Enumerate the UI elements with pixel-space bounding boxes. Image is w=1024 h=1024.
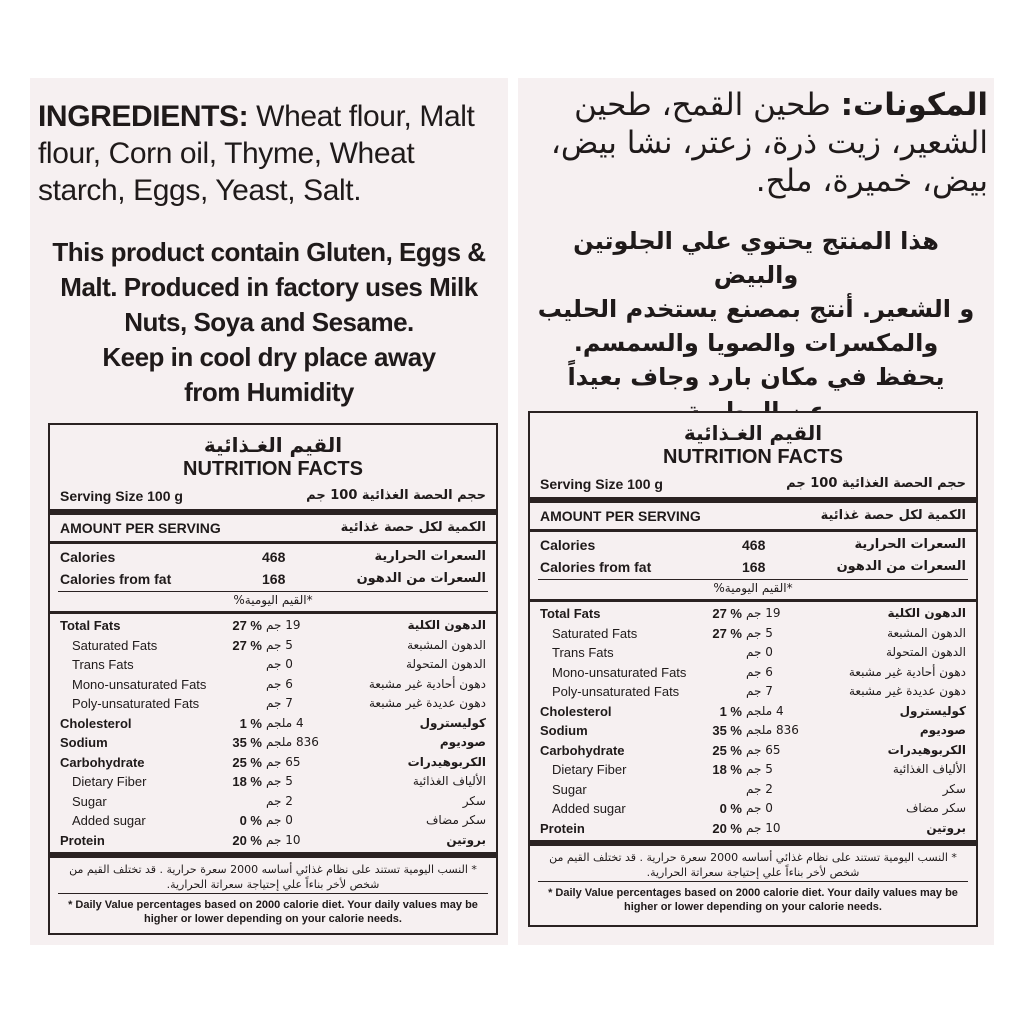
nutrient-row [530,780,976,800]
nutrient-name-en: Carbohydrate [540,742,625,758]
nutrient-name-ar: صوديوم [919,723,966,737]
nutrient-row [530,682,976,702]
nutrient-row [50,616,496,636]
nutrient-name-en: Mono-unsaturated Fats [552,664,687,680]
nutrient-name-ar: دهون أحادية غير مشبعة [368,676,486,691]
amount-per-serving-row [530,505,976,527]
amount-en: AMOUNT PER SERVING [60,520,221,536]
nutrient-name-ar: دهون أحادية غير مشبعة [848,664,966,679]
nutrient-amount: 2 جم [746,781,773,796]
nutrient-daily-percent: 18 % [712,762,742,777]
fat-calories-ar: السعرات من الدهون [836,559,966,574]
nutrient-amount: 10 جم [266,832,301,847]
nutrient-rows [50,616,496,850]
nutrient-name-en: Dietary Fiber [72,774,147,789]
calories-ar: السعرات الحرارية [374,549,486,564]
right-label-panel [518,78,994,945]
allergy-line: Nuts, Soya and Sesame. [124,307,414,337]
calories-from-fat-row [50,568,496,590]
fat-calories-value: 168 [262,571,286,587]
nutrition-title-en: NUTRITION FACTS [663,446,843,468]
nutrient-amount: 5 جم [266,774,293,788]
nutrient-row [530,721,976,741]
nutrition-title-en: NUTRITION FACTS [183,458,363,480]
serving-size-ar: حجم الحصة الغذائية 100 جم [786,476,966,491]
nutrient-amount: 2 جم [266,793,293,808]
nutrient-name-ar: سكر [462,793,486,808]
allergy-line: هذا المنتج يحتوي علي الجلوتين والبيض [573,227,939,289]
nutrient-name-en: Saturated Fats [552,625,638,641]
allergy-line: This product contain Gluten, Eggs & [52,237,486,267]
allergy-line: و الشعير. أنتج بمصنع يستخدم الحليب [537,295,975,323]
footnote-en: * Daily Value percentages based on 2000 calorie diet. Your daily values may be higher or lower depending on your calorie needs. [548,887,958,913]
fat-calories-en: Calories from fat [540,559,652,575]
nutrient-amount: 836 ملجم [266,735,319,749]
divider [50,611,496,614]
nutrition-facts-table-left [48,423,498,935]
daily-value-header: *القيم اليومية% [233,593,313,607]
fat-calories-value: 168 [742,559,766,575]
calories-value: 468 [742,537,766,553]
fat-calories-en: Calories from fat [60,571,172,587]
nutrient-amount: 19 جم [746,606,781,620]
nutrient-row [530,643,976,663]
nutrient-amount: 5 جم [266,637,293,652]
nutrient-name-ar: كوليسترول [899,703,966,718]
nutrient-amount: 0 جم [266,813,293,827]
nutrient-row [50,792,496,812]
nutrient-daily-percent: 27 % [712,606,742,621]
nutrient-name-ar: بروتين [926,820,966,835]
nutrient-daily-percent: 20 % [232,832,262,848]
amount-ar: الكمية لكل حصة غذائية [820,508,966,523]
nutrient-daily-percent: 0 % [239,813,262,828]
nutrient-name-en: Protein [60,832,105,848]
nutrient-daily-percent: 35 % [232,735,262,750]
calories-en: Calories [60,549,116,565]
allergy-notice-ar [528,224,984,428]
nutrient-amount: 4 ملجم [266,715,304,730]
divider [50,509,496,515]
calories-row [530,534,976,556]
nutrient-name-ar: الدهون الكلية [887,606,966,620]
nutrient-daily-percent: 0 % [719,801,742,816]
nutrition-facts-table-right [528,411,978,927]
nutrient-amount: 19 جم [266,618,301,632]
nutrient-amount: 7 جم [746,684,773,698]
nutrient-name-ar: الألياف الغذائية [412,774,486,788]
divider [538,881,968,882]
nutrient-name-ar: الدهون المشبعة [887,625,966,640]
nutrient-rows [530,604,976,838]
nutrient-row [50,694,496,714]
allergy-line: from Humidity [184,377,354,407]
serving-size-en: Serving Size 100 g [60,488,183,504]
fat-calories-ar: السعرات من الدهون [356,571,486,586]
nutrient-amount: 0 جم [266,657,293,671]
nutrient-daily-percent: 1 % [719,703,742,719]
calories-value: 468 [262,549,286,565]
divider [530,599,976,602]
nutrient-name-ar: الدهون المتحولة [885,645,966,659]
allergy-line: Malt. Produced in factory uses Milk [60,272,478,302]
nutrient-row [530,663,976,683]
nutrient-name-en: Total Fats [60,618,121,633]
nutrient-row [530,760,976,780]
allergy-line: Keep in cool dry place away [102,342,436,372]
nutrient-row [50,636,496,656]
nutrient-name-en: Added sugar [72,813,146,828]
nutrient-daily-percent: 35 % [712,723,742,738]
divider [530,529,976,532]
left-label-panel [30,78,508,945]
nutrient-amount: 4 ملجم [746,703,784,718]
nutrient-name-en: Dietary Fiber [552,762,627,777]
calories-row [50,546,496,568]
calories-from-fat-row [530,556,976,578]
nutrient-amount: 65 جم [746,742,781,757]
nutrient-name-ar: دهون عديدة غير مشبعة [848,684,966,698]
divider [50,852,496,858]
nutrient-name-en: Carbohydrate [60,754,145,770]
nutrient-amount: 7 جم [266,696,293,710]
nutrient-name-ar: الدهون المشبعة [407,637,486,652]
nutrient-name-en: Total Fats [540,606,601,621]
nutrient-daily-percent: 27 % [232,637,262,653]
nutrient-name-en: Poly-unsaturated Fats [552,684,680,699]
divider [58,591,488,592]
calories-en: Calories [540,537,596,553]
nutrient-row [530,799,976,819]
nutrient-name-en: Cholesterol [540,703,612,719]
nutrient-name-ar: سكر [942,781,966,796]
serving-size-en: Serving Size 100 g [540,476,663,492]
nutrient-name-en: Mono-unsaturated Fats [72,676,207,692]
nutrient-daily-percent: 25 % [712,742,742,758]
amount-en: AMOUNT PER SERVING [540,508,701,524]
nutrient-name-en: Sodium [540,723,588,738]
nutrient-row [50,772,496,792]
nutrient-amount: 0 جم [746,801,773,815]
nutrient-name-ar: الكربوهيدرات [407,754,486,769]
nutrient-amount: 6 جم [266,676,293,691]
nutrient-name-en: Poly-unsaturated Fats [72,696,200,711]
nutrient-amount: 65 جم [266,754,301,769]
nutrient-daily-percent: 25 % [232,754,262,770]
nutrient-row [530,624,976,644]
allergy-line: يحفظ في مكان بارد وجاف بعيداً [567,363,945,391]
nutrient-row [530,604,976,624]
nutrient-name-en: Added sugar [552,801,626,816]
nutrient-daily-percent: 20 % [712,820,742,836]
nutrient-name-ar: الدهون المتحولة [405,657,486,671]
nutrient-row [50,655,496,675]
divider [50,541,496,544]
nutrient-name-en: Trans Fats [72,657,134,672]
amount-per-serving-row [50,517,496,539]
nutrient-name-ar: كوليسترول [419,715,486,730]
nutrient-name-ar: سكر مضاف [425,813,486,827]
nutrition-title-ar: القيم الغـذائية [203,433,343,457]
nutrient-name-en: Sugar [552,781,587,797]
serving-size-row [50,485,496,507]
nutrient-name-ar: الدهون الكلية [407,618,486,632]
nutrient-row [530,702,976,722]
nutrient-amount: 836 ملجم [746,723,799,737]
nutrient-row [50,753,496,773]
nutrient-name-en: Cholesterol [60,715,132,731]
nutrition-title-ar: القيم الغـذائية [683,421,823,445]
ingredients-ar: المكونات: طحين القمح، طحين الشعير، زيت ذرة، زعتر، نشا بيض، بيض، خميرة، ملح. [550,87,988,199]
nutrient-amount: 5 جم [746,625,773,640]
nutrient-daily-percent: 27 % [232,618,262,633]
nutrient-name-ar: الكربوهيدرات [887,742,966,757]
nutrient-name-en: Protein [540,820,585,836]
nutrient-daily-percent: 18 % [232,774,262,789]
nutrient-daily-percent: 27 % [712,625,742,641]
nutrient-name-ar: الألياف الغذائية [892,762,966,776]
nutrient-amount: 10 جم [746,820,781,835]
amount-ar: الكمية لكل حصة غذائية [340,520,486,535]
nutrient-row [530,741,976,761]
footnote-ar: * النسب اليومية تستند على نظام غذائي أساسه 2000 سعرة حرارية . قد تختلف القيم من شخص لأخر بناءاً علي إحتياجة سعراتة الحرارية. [69,863,477,891]
divider [58,893,488,894]
nutrient-name-en: Sugar [72,793,107,809]
nutrient-name-en: Sodium [60,735,108,750]
nutrient-row [530,819,976,839]
nutrient-row [50,714,496,734]
nutrient-name-en: Saturated Fats [72,637,158,653]
ingredients-en: INGREDIENTS: Wheat flour, Malt flour, Corn oil, Thyme, Wheat starch, Eggs, Yeast, Salt. [38,100,475,207]
nutrient-row [50,733,496,753]
serving-size-row [530,473,976,495]
daily-value-header: *القيم اليومية% [713,581,793,595]
divider [530,840,976,846]
nutrient-name-en: Trans Fats [552,645,614,660]
nutrient-name-ar: صوديوم [439,735,486,749]
nutrient-amount: 0 جم [746,645,773,659]
nutrient-name-ar: دهون عديدة غير مشبعة [368,696,486,710]
footnote-en: * Daily Value percentages based on 2000 calorie diet. Your daily values may be higher or lower depending on your calorie needs. [68,899,478,925]
nutrient-row [50,675,496,695]
nutrient-amount: 6 جم [746,664,773,679]
divider [538,579,968,580]
nutrient-name-ar: بروتين [446,832,486,847]
serving-size-ar: حجم الحصة الغذائية 100 جم [306,488,486,503]
footnote-ar: * النسب اليومية تستند على نظام غذائي أساسه 2000 سعرة حرارية . قد تختلف القيم من شخص لأخر بناءاً علي إحتياجة سعراتة الحرارية. [549,851,957,879]
nutrient-name-ar: سكر مضاف [905,801,966,815]
nutrient-amount: 5 جم [746,762,773,776]
nutrient-daily-percent: 1 % [239,715,262,731]
nutrient-row [50,811,496,831]
calories-ar: السعرات الحرارية [854,537,966,552]
allergy-line: والمكسرات والصويا والسمسم. [573,329,939,357]
divider [530,497,976,503]
nutrient-row [50,831,496,851]
allergy-notice-en [30,235,508,410]
